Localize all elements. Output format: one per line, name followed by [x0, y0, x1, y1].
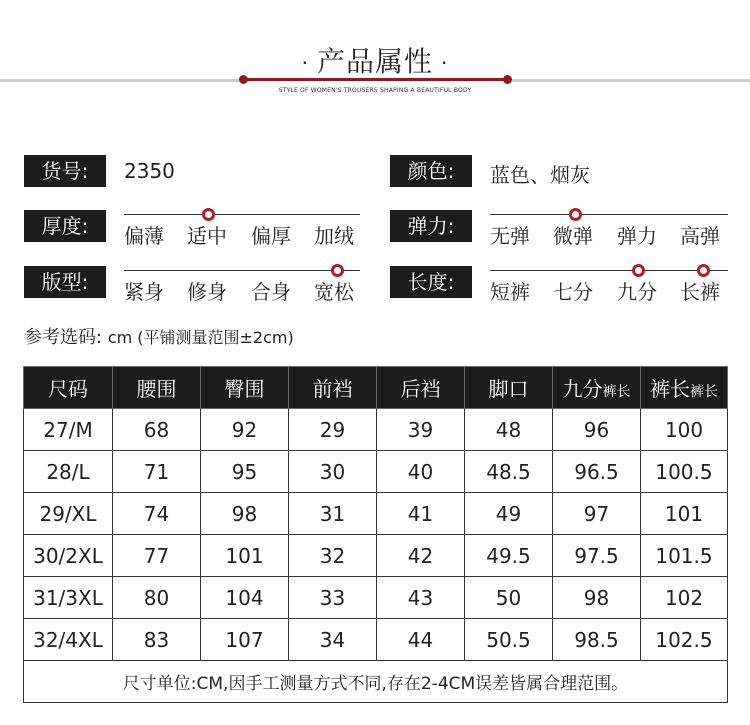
table-row: [24, 451, 728, 493]
full-length-cell: 101: [641, 493, 728, 535]
thickness-option-fleece: 加绒: [314, 224, 354, 248]
size-cell: 30/2XL: [24, 535, 113, 577]
size-reference-unit: cm (平铺测量范围±2cm): [107, 328, 294, 347]
back-rise-cell: 43: [377, 577, 465, 619]
hip-cell: 101: [201, 535, 289, 577]
title-dot-right: ·: [441, 51, 449, 75]
leg-opening-cell: 50: [465, 577, 553, 619]
back-rise-cell: 39: [377, 409, 465, 451]
table-row: [24, 493, 728, 535]
front-rise-cell: 30: [289, 451, 377, 493]
table-row: [24, 577, 728, 619]
item-no-label: 货号:: [24, 155, 106, 187]
item-no-value: 2350: [124, 159, 175, 183]
scale-line: [124, 270, 360, 271]
scale-line: [124, 214, 360, 215]
color-label: 颜色:: [390, 155, 472, 187]
length-option-cropped-9: 九分: [617, 280, 657, 304]
table-row: [24, 535, 728, 577]
header-full-length: 裤长裤长: [641, 367, 728, 409]
waist-cell: 71: [113, 451, 201, 493]
full-length-cell: 100.5: [641, 451, 728, 493]
front-rise-cell: 31: [289, 493, 377, 535]
cropped-length-cell: 96: [553, 409, 641, 451]
size-table-header-row: [24, 367, 728, 409]
hip-cell: 104: [201, 577, 289, 619]
thickness-selected-marker: [202, 208, 215, 221]
fit-option-slim: 修身: [187, 280, 227, 304]
thickness-label: 厚度:: [24, 210, 106, 242]
elasticity-scale: [490, 210, 728, 248]
header-leg-opening: 脚口: [465, 367, 553, 409]
full-length-cell: 100: [641, 409, 728, 451]
elasticity-option-none: 无弹: [490, 224, 530, 248]
front-rise-cell: 34: [289, 619, 377, 661]
cropped-length-cell: 96.5: [553, 451, 641, 493]
length-option-cropped-7: 七分: [553, 280, 593, 304]
leg-opening-cell: 48: [465, 409, 553, 451]
leg-opening-cell: 50.5: [465, 619, 553, 661]
header-rule-center: [243, 78, 507, 81]
table-row: [24, 619, 728, 661]
thickness-option-thin: 偏薄: [124, 224, 164, 248]
table-footer-row: [24, 661, 728, 703]
fit-option-regular: 合身: [251, 280, 291, 304]
header-rule-dot-right: [503, 75, 512, 84]
leg-opening-cell: 48.5: [465, 451, 553, 493]
waist-cell: 83: [113, 619, 201, 661]
size-reference-note: [24, 323, 294, 349]
elasticity-label: 弹力:: [390, 210, 472, 242]
thickness-scale: [124, 210, 360, 248]
size-cell: 32/4XL: [24, 619, 113, 661]
cropped-length-cell: 97.5: [553, 535, 641, 577]
length-selected-marker-9: [632, 264, 645, 277]
fit-scale: [124, 266, 360, 304]
elasticity-selected-marker: [569, 208, 582, 221]
header-hip: 臀围: [201, 367, 289, 409]
header-cropped-length: 九分裤长: [553, 367, 641, 409]
hip-cell: 92: [201, 409, 289, 451]
back-rise-cell: 41: [377, 493, 465, 535]
full-length-cell: 102.5: [641, 619, 728, 661]
full-length-cell: 102: [641, 577, 728, 619]
scale-line: [490, 214, 728, 215]
page-title: [0, 40, 750, 80]
cropped-length-cell: 98: [553, 577, 641, 619]
thickness-option-medium: 适中: [187, 224, 227, 248]
leg-opening-cell: 49.5: [465, 535, 553, 577]
size-reference-label: 参考选码:: [24, 327, 103, 348]
header-subtitle: STYLE OF WOMEN'S TROUSERS SHAPING A BEAUTIFUL BODY: [278, 87, 472, 94]
fit-option-loose: 宽松: [314, 280, 354, 304]
title-dot-left: ·: [301, 51, 309, 75]
header-waist: 腰围: [113, 367, 201, 409]
length-selected-marker-full: [697, 264, 710, 277]
length-option-full: 长裤: [680, 280, 720, 304]
size-cell: 29/XL: [24, 493, 113, 535]
waist-cell: 77: [113, 535, 201, 577]
measurement-disclaimer: 尺寸单位:CM,因手工测量方式不同,存在2-4CM误差皆属合理范围。: [24, 661, 728, 703]
fit-selected-marker: [331, 264, 344, 277]
elasticity-option-slight: 微弹: [553, 224, 593, 248]
hip-cell: 98: [201, 493, 289, 535]
elasticity-option-high: 高弹: [680, 224, 720, 248]
size-cell: 27/M: [24, 409, 113, 451]
color-value: 蓝色、烟灰: [490, 163, 590, 187]
size-cell: 31/3XL: [24, 577, 113, 619]
hip-cell: 95: [201, 451, 289, 493]
length-scale: [490, 266, 728, 304]
waist-cell: 68: [113, 409, 201, 451]
back-rise-cell: 44: [377, 619, 465, 661]
header-back-rise: 后裆: [377, 367, 465, 409]
back-rise-cell: 42: [377, 535, 465, 577]
front-rise-cell: 33: [289, 577, 377, 619]
front-rise-cell: 32: [289, 535, 377, 577]
header-rule-dot-left: [239, 75, 248, 84]
cropped-length-cell: 98.5: [553, 619, 641, 661]
waist-cell: 80: [113, 577, 201, 619]
leg-opening-cell: 49: [465, 493, 553, 535]
header-rule-right: [507, 79, 750, 82]
length-option-shorts: 短裤: [490, 280, 530, 304]
title-text: 产品属性: [316, 45, 433, 78]
waist-cell: 74: [113, 493, 201, 535]
full-length-cell: 101.5: [641, 535, 728, 577]
scale-line: [490, 270, 728, 271]
elasticity-option-stretch: 弹力: [617, 224, 657, 248]
size-cell: 28/L: [24, 451, 113, 493]
thickness-option-thick: 偏厚: [251, 224, 291, 248]
cropped-length-cell: 97: [553, 493, 641, 535]
fit-label: 版型:: [24, 266, 106, 298]
back-rise-cell: 40: [377, 451, 465, 493]
hip-cell: 107: [201, 619, 289, 661]
front-rise-cell: 29: [289, 409, 377, 451]
fit-option-tight: 紧身: [124, 280, 164, 304]
length-label: 长度:: [390, 266, 472, 298]
header-front-rise: 前裆: [289, 367, 377, 409]
table-row: [24, 409, 728, 451]
size-table: [23, 366, 728, 703]
header-rule-left: [0, 79, 243, 82]
header-size: 尺码: [24, 367, 113, 409]
